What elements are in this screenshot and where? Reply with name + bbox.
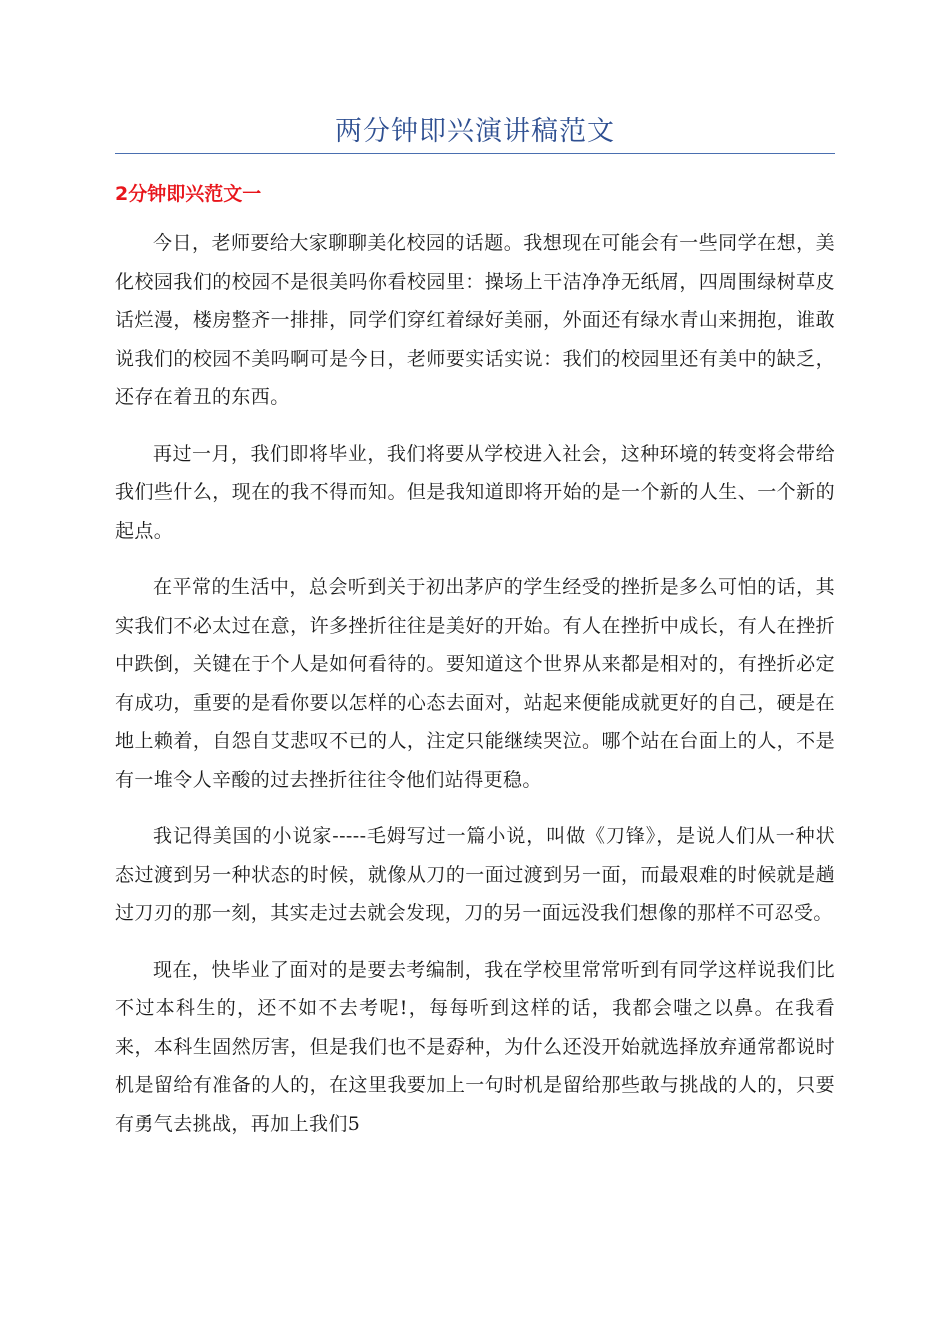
paragraph-5: 现在，快毕业了面对的是要去考编制，我在学校里常常听到有同学这样说我们比不过本科生的，还不如不去考呢!，每每听到这样的话，我都会嗤之以鼻。在我看来，本科生固然厉害，但是我们也不是孬种，为什么还没开始就选择放弃通常都说时机是留给有准备的人的，在这里我要加上一句时机是留给那些敢与挑战的人的，只要有勇气去挑战，再加上我们5 — [115, 958, 835, 1135]
paragraph-1: 今日，老师要给大家聊聊美化校园的话题。我想现在可能会有一些同学在想，美化校园我们的校园不是很美吗你看校园里：操场上干洁净净无纸屑，四周围绿树草皮话烂漫，楼房整齐一排排，同学们穿红着绿好美丽，外面还有绿水青山来拥抱，谁敢说我们的校园不美吗啊可是今日，老师要实话实说：我们的校园里还有美中的缺乏，还存在着丑的东西。 — [115, 232, 835, 408]
document-title: 两分钟即兴演讲稿范文 — [335, 116, 615, 147]
title-underline — [115, 153, 835, 154]
section-heading: 2分钟即兴范文一 — [115, 183, 262, 205]
document-body — [115, 224, 835, 1161]
paragraph-3: 在平常的生活中，总会听到关于初出茅庐的学生经受的挫折是多么可怕的话，其实我们不必太过在意，许多挫折往往是美好的开始。有人在挫折中成长，有人在挫折中跌倒，关键在于个人是如何看待的。要知道这个世界从来都是相对的，有挫折必定有成功，重要的是看你要以怎样的心态去面对，站起来便能成就更好的自己，硬是在地上赖着，自怨自艾悲叹不已的人，注定只能继续哭泣。哪个站在台面上的人，不是有一堆令人辛酸的过去挫折往往令他们站得更稳。 — [115, 576, 835, 791]
paragraph-2: 再过一月，我们即将毕业，我们将要从学校进入社会，这种环境的转变将会带给我们些什么，现在的我不得而知。但是我知道即将开始的是一个新的人生、一个新的起点。 — [115, 442, 835, 542]
paragraph-4: 我记得美国的小说家-----毛姆写过一篇小说，叫做《刀锋》，是说人们从一种状态过渡到另一种状态的时候，就像从刀的一面过渡到另一面，而最艰难的时候就是趟过刀刃的那一刻，其实走过去就会发现，刀的另一面远没我们想像的那样不可忍受。 — [115, 825, 835, 924]
